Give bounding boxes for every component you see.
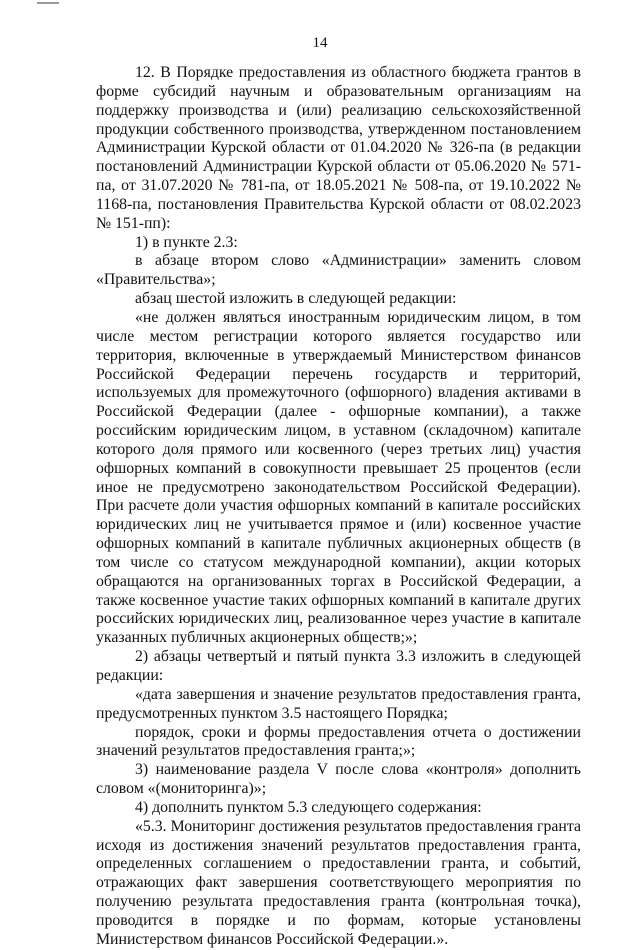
paragraph-subitem-3: 3) наименование раздела V после слова «контроля» дополнить словом «(мониторинга)»; [96, 761, 581, 798]
document-body [96, 64, 581, 950]
paragraph-replace-word: в абзаце втором слово «Администрации» заменить словом «Правительства»; [96, 252, 581, 289]
paragraph-subitem-4: 4) дополнить пунктом 5.3 следующего содержания: [135, 798, 482, 816]
scan-artifact-mark [37, 2, 59, 4]
page-number: 14 [312, 35, 328, 51]
paragraph-offshore-quote: «не должен являться иностранным юридическим лицом, в том числе местом регистрации которого является государство или территория, включенные в утверждаемый Министерством финансов Российской Федерации перечень государств и территорий, используемых для промежуточного (офшорного) владения активами в Российской Федерации (далее - офшорные компании), а также российским юридическим лицом, в уставном (складочном) капитале которого доля прямого или косвенного (через третьих лиц) участия офшорных компаний в совокупности превышает 25 процентов (если иное не предусмотрено законодательством Российской Федерации). При расчете доли участия офшорных компаний в капитале российских юридических лиц не учитывается прямое и (или) косвенное участие офшорных компаний в капитале публичных акционерных обществ (в том числе со статусом международной компании), акции которых обращаются на организованных торгах в Российской Федерации, а также косвенное участие таких офшорных компаний в капитале других российских юридических лиц, реализованное через участие в капитале указанных публичных акционерных обществ;»; [96, 308, 581, 647]
paragraph-item-12: 12. В Порядке предоставления из областного бюджета грантов в форме субсидий научным и образовательным организациям на поддержку производства и (или) реализацию сельскохозяйственной продукции собственного производства, утвержденном постановлением Администрации Курской области от 01.04.2020 № 326-па (в редакции постановлений Администрации Курской области от 05.06.2020 № 571-па, от 31.07.2020 № 781-па, от 18.05.2021 № 508-па, от 19.10.2022 № 1168-па, постановления Правительства Курской области от 08.02.2023 № 151-пп): [96, 64, 581, 232]
paragraph-sixth-abzac-intro: абзац шестой изложить в следующей редакции: [135, 290, 457, 308]
paragraph-subitem-1: 1) в пункте 2.3: [135, 233, 238, 251]
paragraph-monitoring-quote: «5.3. Мониторинг достижения результатов предоставления гранта исходя из достижения значений результатов предоставления гранта, определенных соглашением о предоставлении гранта, и событий, отражающих факт завершения соответствующего мероприятия по получению результата предоставления гранта (контрольная точка), проводится в порядке и по формам, которые установлены Министерством финансов Российской Федерации.». [96, 817, 581, 948]
paragraph-report-procedure: порядок, сроки и формы предоставления отчета о достижении значений результатов предоставления гранта;»; [96, 723, 581, 760]
paragraph-subitem-2: 2) абзацы четвертый и пятый пункта 3.3 изложить в следующей редакции: [96, 648, 581, 684]
paragraph-date-quote: «дата завершения и значение результатов предоставления гранта, предусмотренных пунктом 3.5 настоящего Порядка; [96, 685, 581, 722]
